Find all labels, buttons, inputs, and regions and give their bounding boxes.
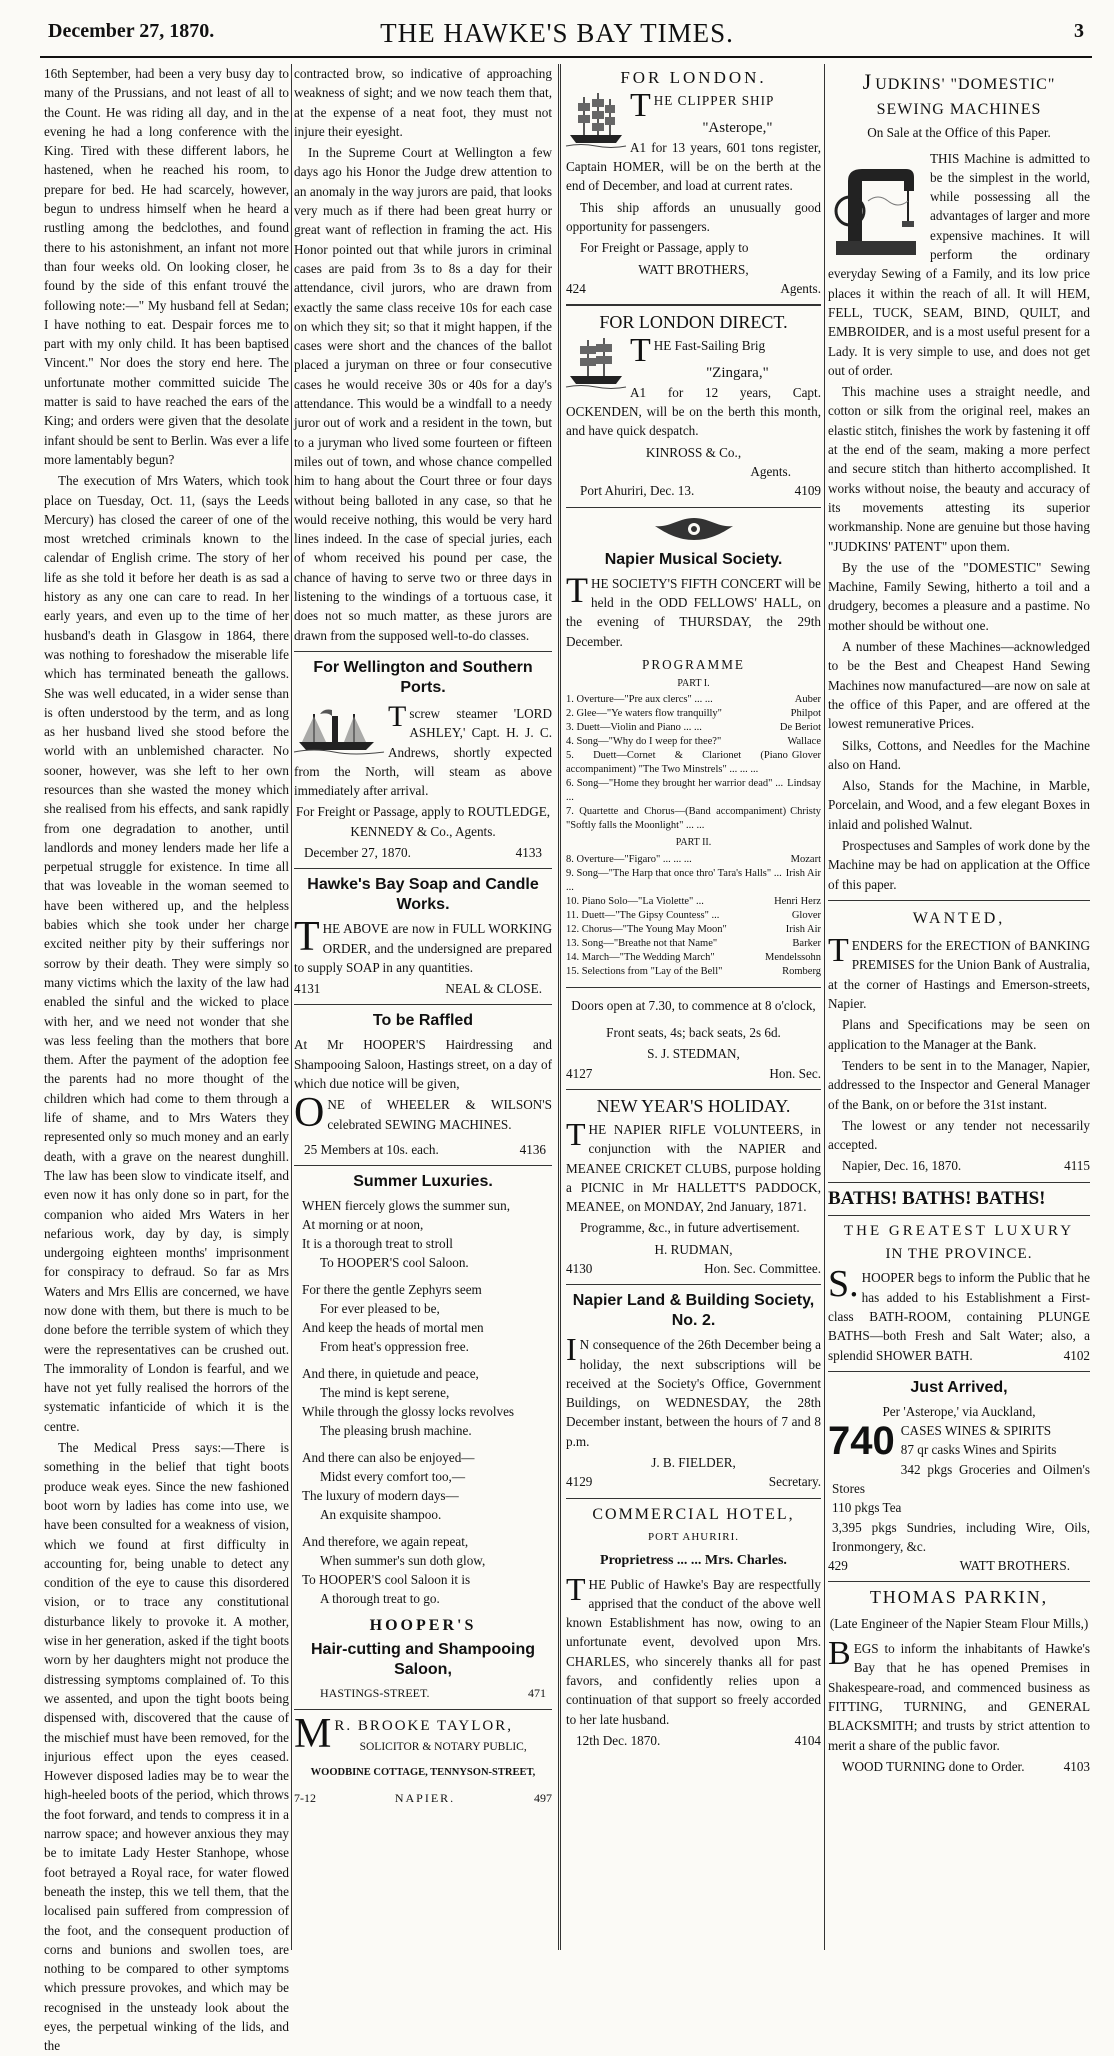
- dropcap: M: [294, 1710, 332, 1757]
- ad-body: Prospectuses and Samples of work done by the Machine may be had on application at the Office of this paper.: [828, 837, 1090, 892]
- ad-date: Napier, Dec. 16, 1870.: [842, 1158, 962, 1174]
- ad-judkins: [828, 64, 1090, 894]
- ad-line: 87 qr casks Wines and Spirits: [900, 1442, 1057, 1458]
- ad-london-direct: [566, 312, 821, 500]
- ad-name: R. BROOKE TAYLOR,: [334, 1717, 514, 1734]
- programme-item: [566, 923, 821, 937]
- header-rule: [40, 56, 1092, 58]
- ad-line: WOODBINE COTTAGE, TENNYSON-STREET,: [310, 1767, 536, 1779]
- verse-line: An exquisite shampoo.: [320, 1507, 442, 1523]
- ad-signature: NEAL & CLOSE.: [445, 981, 542, 997]
- programme-item: [566, 735, 821, 749]
- dropcap: T: [566, 1115, 586, 1152]
- ad-number: 4103: [1063, 1758, 1090, 1774]
- ad-freight: For Freight or Passage, apply to ROUTLEDGE, KENNEDY & Co., Agents.: [295, 804, 551, 839]
- programme-part: PART II.: [675, 837, 712, 849]
- verse-line: The mind is kept serene,: [320, 1385, 450, 1401]
- programme-composer: Irish Air: [785, 923, 821, 935]
- ad-body: A number of these Machines—acknowledged to be the Best and Cheapest Hand Sewing Machines now manufactured—are now on sale at the office of this Paper, and are offered at the lowest remunerative Prices.: [828, 639, 1090, 732]
- ad-divider: [828, 1215, 1090, 1216]
- programme-item: [566, 707, 821, 721]
- ad-body: HE SOCIETY'S FIFTH CONCERT will be held in the ODD FELLOWS' HALL, on the evening of THURSDAY, the 29th December.: [566, 575, 821, 649]
- ornament-icon: [649, 514, 739, 544]
- programme-piece: 2. Glee—"Ye waters flow tranquilly": [566, 708, 722, 720]
- verse-line: And there can also be enjoyed—: [302, 1450, 475, 1466]
- ad-ship: HE Fast-Sailing Brig: [653, 338, 766, 354]
- ad-number: 424: [566, 280, 586, 296]
- sewing-machine-icon: [828, 151, 924, 261]
- ad-title: Hawke's Bay Soap and Candle Works.: [307, 876, 539, 914]
- ad-divider: [566, 987, 821, 988]
- ad-summer-luxuries: [294, 1172, 552, 1703]
- programme-composer: Wallace: [787, 736, 821, 748]
- programme-list: [566, 693, 821, 833]
- ad-building-society: [566, 1291, 821, 1491]
- ad-number: 429: [828, 1558, 848, 1574]
- ad-number: 4130: [566, 1260, 593, 1276]
- ad-body: The lowest or any tender not necessarily accepted.: [828, 1117, 1090, 1153]
- verse-line: And there, in quietude and peace,: [302, 1366, 479, 1382]
- ad-body: ENDERS for the ERECTION of BANKING PREMISES for the Union Bank of Australia, at the corner of Hastings and Emerson-streets, Napier.: [828, 938, 1090, 1012]
- programme-item: [566, 909, 821, 923]
- ad-number: 497: [534, 1790, 552, 1805]
- ad-agents: KINROSS & Co.,: [645, 444, 742, 460]
- column-4: [828, 64, 1090, 1950]
- ad-body: HE ABOVE are now in FULL WORKING ORDER, and the undersigned are prepared to supply SOAP in any quantities.: [294, 921, 552, 975]
- ad-title: NEW YEAR'S HOLIDAY.: [596, 1095, 791, 1116]
- programme-piece: 14. March—"The Wedding March": [566, 951, 715, 963]
- ad-agents-label: Agents.: [780, 280, 821, 296]
- ad-title: Napier Land & Building Society, No. 2.: [572, 1292, 815, 1330]
- ad-body: THIS Machine is admitted to be the simplest in the world, while possessing all the advantages of larger and more expensive machines. It will perform the ordinary everyday Sewing of a Family, and its low price places it within the reach of all. It will HEM, FELL, TUCK, SEAM, BIND, QUILT, and EMBROIDER, and is a most useful present for a Lady. It is very simple to use, and does not get out of order.: [828, 150, 1090, 378]
- ad-body: Tenders to be sent in to the Manager, Napier, addressed to the Inspector and General Manager of the Bank, on or before the 31st instant.: [828, 1057, 1090, 1112]
- ad-divider: [294, 868, 552, 869]
- programme-piece: 15. Selections from "Lay of the Bell": [566, 965, 723, 977]
- ad-just-arrived: [828, 1378, 1090, 1576]
- ad-signature: S. J. STEDMAN,: [647, 1046, 740, 1062]
- ad-line: 342 pkgs Groceries and Oilmen's Stores: [832, 1461, 1090, 1496]
- programme-item: [566, 721, 821, 735]
- ad-title: Summer Luxuries.: [353, 1173, 493, 1191]
- ad-ship: HE CLIPPER SHIP: [653, 93, 775, 109]
- ad-signature: J. B. FIELDER,: [651, 1455, 736, 1471]
- dropcap: T: [828, 932, 849, 970]
- column-divider: [824, 64, 825, 1950]
- hooper-heading: HOOPER'S: [369, 1617, 477, 1635]
- programme-item: [566, 749, 821, 777]
- steamer-icon: [294, 704, 384, 754]
- verse-line: Midst every comfort too,—: [320, 1469, 466, 1485]
- ad-number: 4104: [794, 1732, 821, 1748]
- programme-piece: 5. Duett—Cornet & Clarionet (Piano accompaniment) "The Two Minstrels" ... ... ...: [566, 750, 788, 776]
- article-paragraph: The execution of Mrs Waters, which took place on Tuesday, Oct. 11, (says the Leeds Mercury) has closed the career of one of the most wretched criminals known to the calendar of English crime. The story of her life as she told it before her death is as sad a history as any one can care to read. In her early years, and even up to the time of her husband's death in Glasgow in 1864, there was nothing to foreshadow the miserable life which has terminated beneath the gallows. She was well educated, in a wider sense than is often understood by the term, and as long as her husband lived she stood before the world with an unblemished character. No sooner, however, was she left to her own resources than she wasted the money which she realised from his effects, and sank rapidly from one degradation to another, until landlords and money lenders made her life a perpetual struggle for existence. In time all that was loveable in the woman seemed to have been withered up, and the helpless babies which she took under her charge excited neither pity by their sufferings nor sorrow by their death. They were simply so many victims which the laxity of the law had enabled the sinful and the wicked to place with her, and we need not wonder that she was less feeling than the mothers that bore them. After the payment of the adoption fee the parents had no more thought of the children which had come to them through a life of shame, and to Mrs Waters they represented only so much money and an early death, with a grave on the nearest dunghill. The law has been slow to vindicate itself, and even now it has only done so in part, for the companion who aided Mrs Waters in her nefarious work, day by day, is simply undergoing eighteen months' imprisonment for conspiracy to defraud. So far as Mrs Waters and Mrs Ellis are concerned, we have now done with them, but there is much to be done before the terrible system of which they were the representatives can be crushed out. The immorality of London is fearful, and we have not yet fully realised the horrors of the systematic infanticide of which it is the centre.: [44, 473, 289, 1434]
- ad-new-years-holiday: [566, 1096, 821, 1278]
- programme-composer: Irish Air: [785, 867, 821, 879]
- verse-line: It is a thorough treat to stroll: [302, 1236, 453, 1252]
- ad-place: Port Ahuriri, Dec. 13.: [580, 483, 695, 499]
- ad-musical-society: [566, 514, 821, 1083]
- programme-item: [566, 777, 821, 805]
- ad-signature: H. RUDMAN,: [654, 1241, 733, 1257]
- brig-icon: [566, 336, 626, 388]
- ad-subtitle: On Sale at the Office of this Paper.: [867, 125, 1051, 141]
- ad-proprietress: Proprietress ... ... Mrs. Charles.: [600, 1553, 787, 1569]
- hooper-sub: Hair-cutting and Shampooing Saloon,: [311, 1640, 535, 1678]
- programme-item: [566, 937, 821, 951]
- dropcap: T: [566, 1570, 586, 1607]
- verse-line: For ever pleased to be,: [320, 1301, 440, 1317]
- ad-divider: [566, 1089, 821, 1090]
- ad-body: This machine uses a straight needle, and cotton or silk from the original reel, makes an elastic stitch, finishes the work by fastening it off at the end of the seam, making a more perfect and secure stitch than hitherto accomplished. It works without noise, the beauty and accuracy of its movements attesting its superior workmanship. None are genuine but those having "JUDKINS' PATENT" upon them.: [828, 384, 1090, 554]
- verse-line: At morning or at noon,: [302, 1217, 424, 1233]
- ad-sec: Hon. Sec. Committee.: [704, 1260, 821, 1276]
- article-paragraph: The Medical Press says:—There is something in the belief that tight boots produce weak eyes. Since the new fashioned boot worn by ladies has come into use, we have been consulted for a weakness of vision, which we found at first difficulty in accounting for, being unable to detect any condition of the eye to cause this disordered vision, or to trace any constitutional disturbance likely to provoke it. A mother, wise in her generation, asked if the tight boots worn by her daughters might not produce the distressing symptoms complained of. To this we assented, and upon the tight boots being dispensed with, discovered that the cause of the mischief must have been removed, for the injurious effect upon the eyes ceased. However disposed ladies may be to wear the high-heeled boots of the period, which throws the foot forward, and tends to compress it in a narrow space; and however anxious they may be to imitate Lady Hester Stanhope, whose foot betrayed a Royal race, for water flowed beneath the instep, this we tell them, that the localised pain suffered from compression of the foot, and the consequent production of corns and bunions and swollen toes, are nothing to be compared to other symptoms which pressure provokes, and which may be recognised in the unsteady look about the eyes, the perpetual winking of the lids, and the: [44, 1440, 289, 2054]
- ad-body: A1 for 12 years, Capt. OCKENDEN, will be on the berth this month, and have quick despatch.: [566, 384, 821, 439]
- ad-number: 4109: [794, 483, 821, 499]
- ad-sec: Secretary.: [768, 1474, 821, 1490]
- ship-icon: [566, 91, 626, 149]
- verse-line: The luxury of modern days—: [302, 1488, 459, 1504]
- ad-subtitle: (Late Engineer of the Napier Steam Flour Mills,): [829, 1615, 1089, 1631]
- page-number: 3: [1074, 20, 1084, 42]
- ad-title: UDKINS' "DOMESTIC": [875, 76, 1056, 93]
- ad-members: 25 Members at 10s. each.: [304, 1141, 439, 1157]
- ad-freight: For Freight or Passage, apply to: [580, 240, 749, 256]
- programme-piece: 8. Overture—"Figaro" ... ... ...: [566, 853, 692, 865]
- column-divider: [291, 64, 292, 1950]
- programme-piece: 4. Song—"Why do I weep for thee?": [566, 736, 722, 748]
- programme-piece: 10. Piano Solo—"La Violette" ...: [566, 895, 704, 907]
- ad-title: COMMERCIAL HOTEL,: [592, 1505, 795, 1523]
- ad-divider: [566, 304, 821, 306]
- article-paragraph: 16th September, had been a very busy day to many of the Prussians, and not least of all to the Count. He was riding all day, and in the evening he had a long conference with the King. Tired with these different labors, he hastened, when he reached his room, to prepare for bed. He had scarcely, however, begun to undress himself when he heard a rustling among the bedclothes, and found there to his astonishment, an infant not more than four weeks old. On looking closer, he found by the side of this enfant trouvé the following note:—" My husband fell at Sedan; I have nothing to eat. Despair forces me to part with my only child. It has been baptised Vincent." Nor does the story end here. The unfortunate mother committed suicide The matter is said to have reached the ears of the King; and orders were given that the desolate infant should be sent to Berlin. Was ever a life more lamentably begun?: [44, 66, 289, 467]
- ad-body: EGS to inform the inhabitants of Hawke's Bay that he has opened Premises in Shakespeare-road, and commenced business as FITTING, TURNING, and GENERAL BLACKSMITH; and trusts by strict attention to merit a share of the public favor.: [828, 1641, 1090, 1753]
- programme-composer: Barker: [792, 937, 821, 949]
- ad-baths: [828, 1189, 1090, 1365]
- ad-divider: [294, 1709, 552, 1710]
- programme-composer: De Beriot: [779, 722, 821, 734]
- programme-item: [566, 895, 821, 909]
- ad-number: 4102: [1063, 1347, 1090, 1363]
- article-paragraph: In the Supreme Court at Wellington a few days ago his Honor the Judge drew attention to an anomaly in the way jurors are paid, that looks very much as if there had been great hurry or great want of reflection in framing the act. His Honor pointed out that while jurors in criminal cases are paid from 3s to 8s a day for their attendance, civil jurors, who are drawn from exactly the same class receive 10s for each case on which they sit; so that it might happen, if the cases were short and the chances of the ballot placed a juryman on three or four consecutive cases he would receive 30s or 40s for a day's attendance. This would be a windfall to a needy juror out of work and a resident in the town, but to a juryman who lived some fourteen or fifteen miles out of town, and whose chance compelled him to hang about the Court three or four days without being balloted in any case, so that he would receive nothing, this would be very hard lines indeed. In the case of special juries, each of whom received his pound per case, the chance of having to serve two or three days in listening to the windings of a tortuous case, it does not so much matter, as these jurors are drawn from the supposed well-to-do classes.: [294, 145, 552, 643]
- ad-signature: WATT BROTHERS.: [959, 1558, 1070, 1574]
- ad-street: HASTINGS-STREET.: [320, 1685, 430, 1700]
- verse-line: While through the glossy locks revolves: [302, 1404, 515, 1420]
- dropcap: T: [630, 87, 651, 125]
- dropcap: T: [388, 699, 407, 733]
- ad-title: WANTED,: [912, 909, 1006, 927]
- ad-title: To be Raffled: [372, 1012, 474, 1030]
- ad-divider: [566, 1498, 821, 1499]
- ad-body: screw steamer 'LORD ASHLEY,' Capt. H. J. C. Andrews, shortly expected from the North, will steam as above immediately after arrival.: [294, 705, 552, 799]
- column-divider: [558, 64, 561, 1950]
- ad-body: Silks, Cottons, and Needles for the Machine also on Hand.: [828, 737, 1090, 772]
- ad-number: 4136: [519, 1141, 546, 1157]
- programme-item: [566, 867, 821, 895]
- programme-composer: Lindsay: [787, 778, 821, 790]
- ad-sec: Hon. Sec.: [769, 1065, 821, 1081]
- column-2: [294, 64, 552, 1950]
- newspaper-title: THE HAWKE'S BAY TIMES.: [380, 18, 734, 48]
- programme-item: [566, 951, 821, 965]
- dropcap: B: [828, 1635, 851, 1673]
- verse-line: The pleasing brush machine.: [320, 1423, 472, 1439]
- ad-title: Napier Musical Society.: [604, 550, 783, 568]
- dropcap: T: [294, 914, 320, 961]
- programme-composer: Mozart: [790, 853, 821, 865]
- ad-wellington: [294, 658, 552, 862]
- ad-line: 110 pkgs Tea: [832, 1500, 902, 1516]
- programme-item: [566, 805, 821, 833]
- programme-composer: Auber: [794, 694, 821, 706]
- column-1: [44, 64, 289, 2054]
- masthead: [0, 0, 1114, 60]
- ad-body: HE NAPIER RIFLE VOLUNTEERS, in conjunction with the NAPIER and MEANEE CRICKET CLUBS, purpose holding a PICNIC in Mr HALLETT'S PADDOCK, MEANEE, on MONDAY, 2nd January, 1871.: [566, 1121, 821, 1215]
- ad-via: Per 'Asterope,' via Auckland,: [882, 1403, 1036, 1419]
- ad-number: 4115: [1064, 1158, 1090, 1174]
- ad-number: 4129: [566, 1474, 593, 1490]
- programme-piece: 11. Duett—"The Gipsy Countess" ...: [566, 909, 720, 921]
- ad-number: 4127: [566, 1065, 593, 1081]
- ad-body: At Mr HOOPER'S Hairdressing and Shampooing Saloon, Hastings street, on a day of which due notice will be given,: [294, 1037, 552, 1092]
- ad-title: For Wellington and Southern Ports.: [313, 658, 533, 696]
- programme-piece: 7. Quartette and Chorus—(Band accompaniment) "Softly falls the Moonlight" ... ...: [566, 806, 787, 832]
- verse-line: And therefore, we again repeat,: [302, 1534, 469, 1550]
- ad-place: NAPIER.: [394, 1790, 456, 1805]
- programme-list: [566, 853, 821, 979]
- ad-body: WOOD TURNING done to Order.: [842, 1758, 1025, 1774]
- verse-line: A thorough treat to go.: [320, 1591, 440, 1607]
- ad-divider: [294, 1165, 552, 1166]
- dropcap: O: [294, 1090, 325, 1137]
- verse-line: When summer's sun doth glow,: [320, 1553, 486, 1569]
- programme-part: PART I.: [677, 678, 710, 690]
- ad-line: CASES WINES & SPIRITS: [900, 1423, 1052, 1439]
- ad-body: HE Public of Hawke's Bay are respectfully apprised that the conduct of the above well known Establishment has now, owing to an unfortunate event, devolved upon Mrs. CHARLES, who sincerely thanks all for past favors, and confidently relies upon a continuation of that support so freely accorded to her late husband.: [566, 1576, 821, 1727]
- dropcap: T: [566, 569, 588, 610]
- ad-date: December 27, 1870.: [304, 844, 411, 860]
- ad-divider: [566, 1284, 821, 1285]
- ad-item: NE of WHEELER & WILSON'S celebrated SEWING MACHINES.: [327, 1097, 552, 1132]
- dropcap: I: [566, 1331, 577, 1368]
- ad-body: Programme, &c., in future advertisement.: [580, 1220, 800, 1236]
- ad-title: FOR LONDON DIRECT.: [599, 312, 788, 333]
- programme-item: [566, 965, 821, 979]
- ad-subtitle: THE GREATEST LUXURY: [843, 1222, 1075, 1239]
- programme-item: [566, 693, 821, 707]
- ad-number: 4133: [515, 844, 542, 860]
- programme-composer: Glover: [791, 750, 821, 762]
- ad-doors: Doors open at 7.30, to commence at 8 o'clock,: [571, 997, 816, 1013]
- issue-date: December 27, 1870.: [48, 20, 215, 42]
- ad-title: Just Arrived,: [910, 1378, 1008, 1396]
- ad-number: 4131: [294, 981, 321, 997]
- ad-taylor: [294, 1710, 552, 1808]
- article-paragraph: contracted brow, so indicative of approaching weakness of sight; and we now teach them that, at the expense of a neat foot, they must not injure their eyesight.: [294, 66, 552, 139]
- ad-divider: [294, 651, 552, 652]
- ad-subtitle: IN THE PROVINCE.: [885, 1246, 1033, 1263]
- verse-line: From heat's oppression free.: [320, 1339, 469, 1355]
- programme-piece: 9. Song—"The Harp that once thro' Tara's Halls" ... ...: [566, 867, 782, 893]
- column-3: [566, 64, 821, 1950]
- programme-heading: PROGRAMME: [641, 656, 745, 672]
- ad-date: 12th Dec. 1870.: [576, 1732, 661, 1748]
- dropcap: S.: [828, 1263, 859, 1306]
- ad-line: 3,395 pkgs Sundries, including Wire, Oils, Ironmongery, &c.: [832, 1519, 1090, 1554]
- ad-divider: [566, 507, 821, 508]
- programme-composer: Romberg: [782, 965, 821, 977]
- ad-line: SOLICITOR & NOTARY PUBLIC,: [359, 1741, 527, 1754]
- ad-body: HOOPER begs to inform the Public that he has added to his Establishment a First-class BATH-ROOM, containing PLUNGE BATHS—both Fresh and Salt Water; also, a splendid SHOWER BATH.: [828, 1270, 1090, 1363]
- ad-quantity: 740: [828, 1419, 895, 1464]
- verse-line: To HOOPER'S cool Saloon.: [320, 1255, 469, 1271]
- verse-line: WHEN fiercely glows the summer sun,: [302, 1198, 511, 1214]
- ad-body: Also, Stands for the Machine, in Marble, Porcelain, and Wood, and a few elegant Boxes in inlaid and polished Walnut.: [828, 778, 1090, 832]
- programme-item: [566, 853, 821, 867]
- ad-agents: WATT BROTHERS,: [638, 261, 749, 277]
- verse-line: For there the gentle Zephyrs seem: [302, 1282, 482, 1298]
- ad-date: 7-12: [294, 1790, 316, 1805]
- ad-thomas-parkin: [828, 1588, 1090, 1776]
- programme-composer: Henri Herz: [774, 895, 821, 907]
- ad-seats: Front seats, 4s; back seats, 2s 6d.: [606, 1025, 781, 1041]
- ad-divider: [828, 900, 1090, 901]
- ad-title: BATHS! BATHS! BATHS!: [828, 1187, 1046, 1209]
- ad-body: N consequence of the 26th December being a holiday, the next subscriptions will be received at the Society's Office, Government Buildings, on WEDNESDAY, the 28th December instant, between the hours of 7 and 8 p.m.: [566, 1337, 821, 1449]
- ad-divider: [828, 1581, 1090, 1582]
- ad-ship-name: "Asterope,": [702, 119, 773, 136]
- ad-agents-label: Agents.: [750, 464, 791, 480]
- ad-for-london: [566, 68, 821, 298]
- programme-piece: 3. Duett—Violin and Piano ... ...: [566, 722, 702, 734]
- programme-composer: Philpot: [790, 708, 821, 720]
- programme-composer: Christy: [790, 806, 821, 818]
- programme-composer: Glover: [791, 909, 821, 921]
- ad-title: FOR LONDON.: [620, 68, 767, 87]
- ad-title: SEWING MACHINES: [876, 101, 1042, 118]
- ad-number: 471: [528, 1685, 546, 1700]
- ad-subtitle: PORT AHURIRI.: [648, 1530, 739, 1543]
- programme-piece: 13. Song—"Breathe not that Name": [566, 937, 718, 949]
- ad-body: By the use of the "DOMESTIC" Sewing Machine, Family Sewing, hitherto a toil and a drudgery, becomes a pleasure and a pastime. No mother should be without one.: [828, 559, 1090, 633]
- ad-raffle: [294, 1011, 552, 1159]
- dropcap: J: [862, 69, 873, 94]
- ad-commercial-hotel: [566, 1505, 821, 1751]
- programme-composer: Mendelssohn: [765, 951, 821, 963]
- ad-ship-name: "Zingara,": [706, 364, 769, 381]
- verse-line: To HOOPER'S cool Saloon it is: [302, 1572, 471, 1588]
- ad-body: This ship affords an unusually good opportunity for passengers.: [566, 199, 821, 235]
- ad-body: A1 for 13 years, 601 tons register, Captain HOMER, will be on the berth at the end of December, and load at current rates.: [566, 139, 821, 194]
- ad-title: THOMAS PARKIN,: [869, 1587, 1049, 1608]
- verse-line: And keep the heads of mortal men: [302, 1320, 484, 1336]
- programme-piece: 6. Song—"Home they brought her warrior dead" ... ...: [566, 778, 784, 804]
- programme-piece: 12. Chorus—"The Young May Moon": [566, 923, 727, 935]
- ad-divider: [828, 1182, 1090, 1183]
- ad-body: Plans and Specifications may be seen on application to the Manager at the Bank.: [828, 1017, 1090, 1052]
- ad-wanted: [828, 909, 1090, 1176]
- programme-piece: 1. Overture—"Pre aux clercs" ... ...: [566, 694, 713, 706]
- ad-divider: [828, 1371, 1090, 1372]
- dropcap: T: [630, 332, 651, 370]
- ad-divider: [294, 1004, 552, 1005]
- ad-soap: [294, 875, 552, 998]
